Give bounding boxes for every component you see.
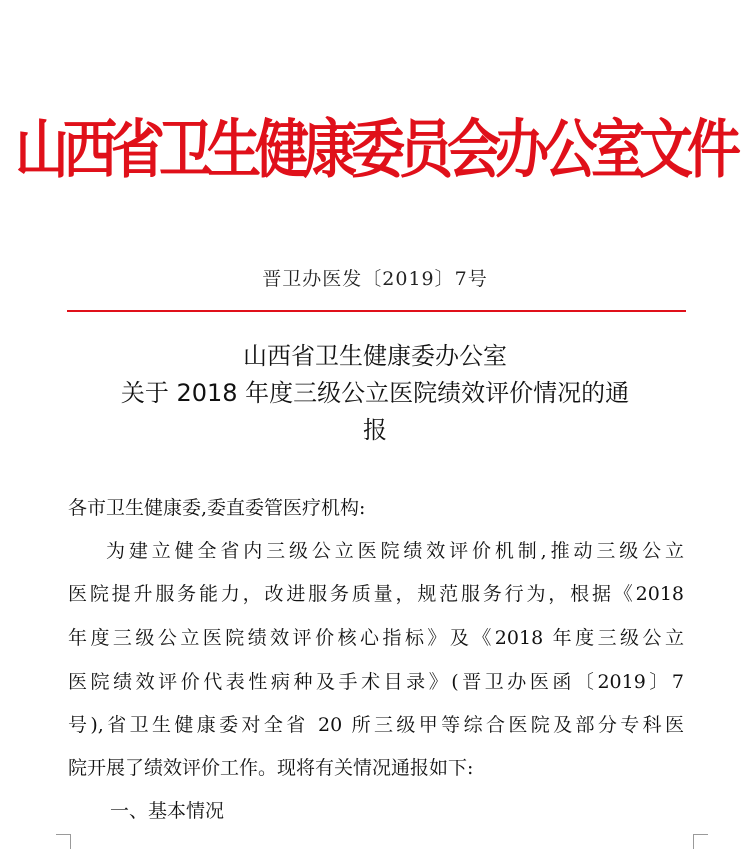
notice-title bbox=[60, 338, 690, 449]
page-corner-mark-left bbox=[56, 834, 71, 849]
title-line: 报 bbox=[363, 416, 387, 444]
salutation: 各市卫生健康委,委直委管医疗机构: bbox=[68, 497, 366, 519]
section-heading: 一、基本情况 bbox=[110, 800, 225, 822]
body-line: 院开展了绩效评价工作。现将有关情况通报如下: bbox=[68, 757, 474, 779]
title-line: 关于 2018 年度三级公立医院绩效评价情况的通 bbox=[120, 379, 630, 407]
red-divider-line bbox=[67, 310, 686, 312]
body-line: 为建立健全省内三级公立医院绩效评价机制,推动三级公立 bbox=[106, 540, 684, 562]
document-number: 晋卫办医发〔2019〕7号 bbox=[262, 268, 488, 290]
title-line: 山西省卫生健康委办公室 bbox=[243, 342, 507, 370]
page-corner-mark-right bbox=[693, 834, 708, 849]
body-line: 医院绩效评价代表性病种及手术目录》(晋卫办医函〔2019〕7 bbox=[68, 671, 684, 693]
body-line: 年度三级公立医院绩效评价核心指标》及《2018 年度三级公立 bbox=[68, 627, 684, 649]
body-line: 医院提升服务能力，改进服务质量，规范服务行为，根据《2018 bbox=[68, 583, 684, 605]
body-line: 号),省卫生健康委对全省 20 所三级甲等综合医院及部分专科医 bbox=[68, 714, 684, 736]
masthead-title: 山西省卫生健康委员会办公室文件 bbox=[15, 112, 735, 188]
